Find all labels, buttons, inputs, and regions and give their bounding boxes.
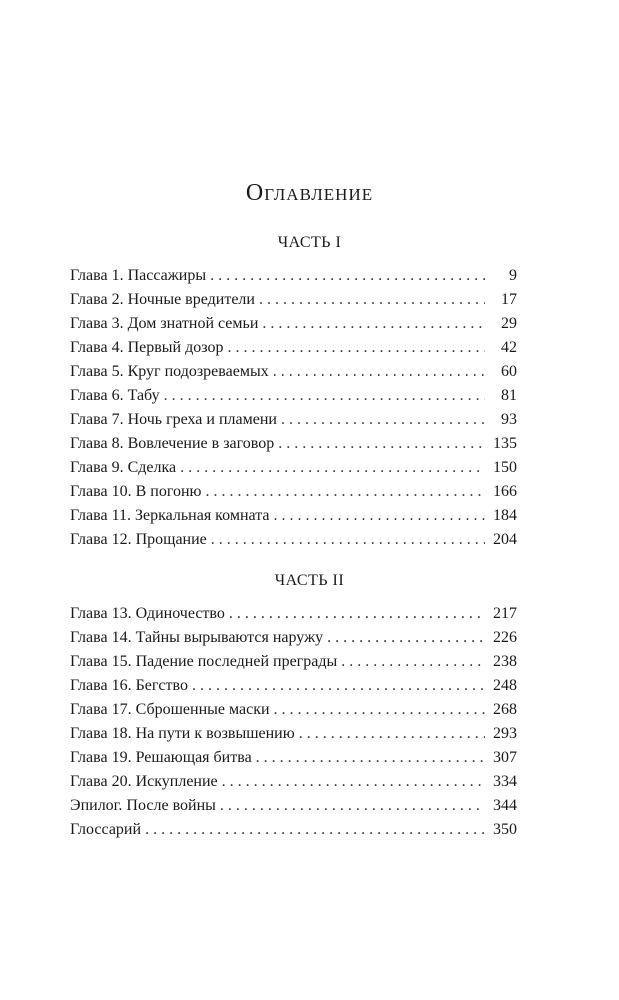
toc-entry-page: 344 (493, 797, 517, 814)
toc-entry-page: 334 (493, 773, 517, 790)
dot-leader (262, 312, 485, 336)
dot-leader (164, 384, 485, 408)
dot-leader (220, 794, 485, 818)
toc-entry (70, 626, 517, 650)
toc-entry-page: 217 (493, 605, 517, 622)
toc-entry-page: 238 (493, 653, 517, 670)
toc-entry-page: 350 (493, 821, 517, 838)
toc-entry (70, 456, 517, 480)
dot-leader (327, 626, 485, 650)
dot-leader (281, 408, 485, 432)
dot-leader (210, 264, 485, 288)
dot-leader (192, 674, 485, 698)
toc-entry-title: Глава 20. Искупление (70, 773, 218, 790)
toc-entry-title: Глава 19. Решающая битва (70, 749, 252, 766)
toc-entry-page: 93 (501, 411, 517, 428)
toc-entry (70, 602, 517, 626)
dot-leader (274, 504, 486, 528)
toc-entry (70, 794, 517, 818)
dot-leader (229, 602, 485, 626)
toc-entry-page: 166 (493, 483, 517, 500)
toc-entry (70, 528, 517, 552)
toc-entry (70, 432, 517, 456)
part-heading-2: ЧАСТЬ II (274, 572, 345, 589)
dot-leader (274, 698, 485, 722)
toc-entry-title: Глава 13. Одиночество (70, 605, 225, 622)
toc-entry (70, 360, 517, 384)
page-title: Оглавление (245, 180, 374, 206)
dot-leader (278, 432, 485, 456)
toc-entry-title: Глава 4. Первый дозор (70, 339, 224, 356)
dot-leader (341, 650, 485, 674)
dot-leader (259, 288, 485, 312)
toc-entry-page: 307 (493, 749, 517, 766)
toc-entry (70, 818, 517, 842)
toc-entry-page: 42 (501, 339, 517, 356)
toc-entry (70, 770, 517, 794)
toc-entry (70, 264, 517, 288)
dot-leader (206, 480, 486, 504)
toc-entry (70, 698, 517, 722)
toc-entry-title: Глава 3. Дом знатной семьи (70, 315, 259, 332)
toc-entry-page: 17 (501, 291, 517, 308)
dot-leader (227, 336, 485, 360)
toc-entry-title: Глава 5. Круг подозреваемых (70, 363, 269, 380)
toc-entry-page: 248 (493, 677, 517, 694)
toc-entry-page: 81 (501, 387, 517, 404)
toc-entry-page: 268 (493, 701, 517, 718)
dot-leader (222, 770, 485, 794)
toc-entry (70, 504, 517, 528)
toc-entry-page: 204 (493, 531, 517, 548)
toc-entry-page: 184 (493, 507, 517, 524)
dot-leader (273, 360, 485, 384)
toc-entry (70, 384, 517, 408)
dot-leader (299, 722, 485, 746)
toc-entry-title: Глава 15. Падение последней преграды (70, 653, 338, 670)
toc-entry-page: 226 (493, 629, 517, 646)
toc-entry-title: Глава 8. Вовлечение в заговор (70, 435, 275, 452)
toc-entry-page: 293 (493, 725, 517, 742)
toc-entry-title: Глоссарий (70, 821, 142, 838)
toc-entry (70, 480, 517, 504)
toc-list-part-2 (70, 602, 517, 842)
toc-entry-title: Глава 7. Ночь греха и пламени (70, 411, 277, 428)
toc-entry-title: Глава 17. Сброшенные маски (70, 701, 270, 718)
toc-entry (70, 336, 517, 360)
toc-entry-title: Глава 2. Ночные вредители (70, 291, 255, 308)
dot-leader (180, 456, 485, 480)
toc-entry-title: Глава 16. Бегство (70, 677, 188, 694)
toc-entry-title: Эпилог. После войны (70, 797, 216, 814)
toc-entry-title: Глава 6. Табу (70, 387, 160, 404)
toc-list-part-1 (70, 264, 517, 552)
toc-entry-page: 9 (509, 267, 517, 284)
toc-entry (70, 722, 517, 746)
toc-entry-title: Глава 18. На пути к возвышению (70, 725, 295, 742)
toc-entry-page: 29 (501, 315, 517, 332)
toc-entry-page: 60 (501, 363, 517, 380)
toc-entry-title: Глава 12. Прощание (70, 531, 207, 548)
toc-entry (70, 650, 517, 674)
dot-leader (256, 746, 485, 770)
toc-entry-page: 150 (493, 459, 517, 476)
toc-entry-title: Глава 14. Тайны вырываются наружу (70, 629, 324, 646)
toc-entry-title: Глава 1. Пассажиры (70, 267, 207, 284)
toc-entry (70, 312, 517, 336)
toc-entry-page: 135 (493, 435, 517, 452)
toc-entry-title: Глава 9. Сделка (70, 459, 177, 476)
dot-leader (145, 818, 485, 842)
toc-entry-title: Глава 10. В погоню (70, 483, 202, 500)
toc-entry (70, 674, 517, 698)
toc-entry (70, 746, 517, 770)
toc-entry (70, 288, 517, 312)
dot-leader (211, 528, 485, 552)
toc-entry (70, 408, 517, 432)
part-heading-1: ЧАСТЬ I (277, 234, 342, 251)
toc-entry-title: Глава 11. Зеркальная комната (70, 507, 270, 524)
